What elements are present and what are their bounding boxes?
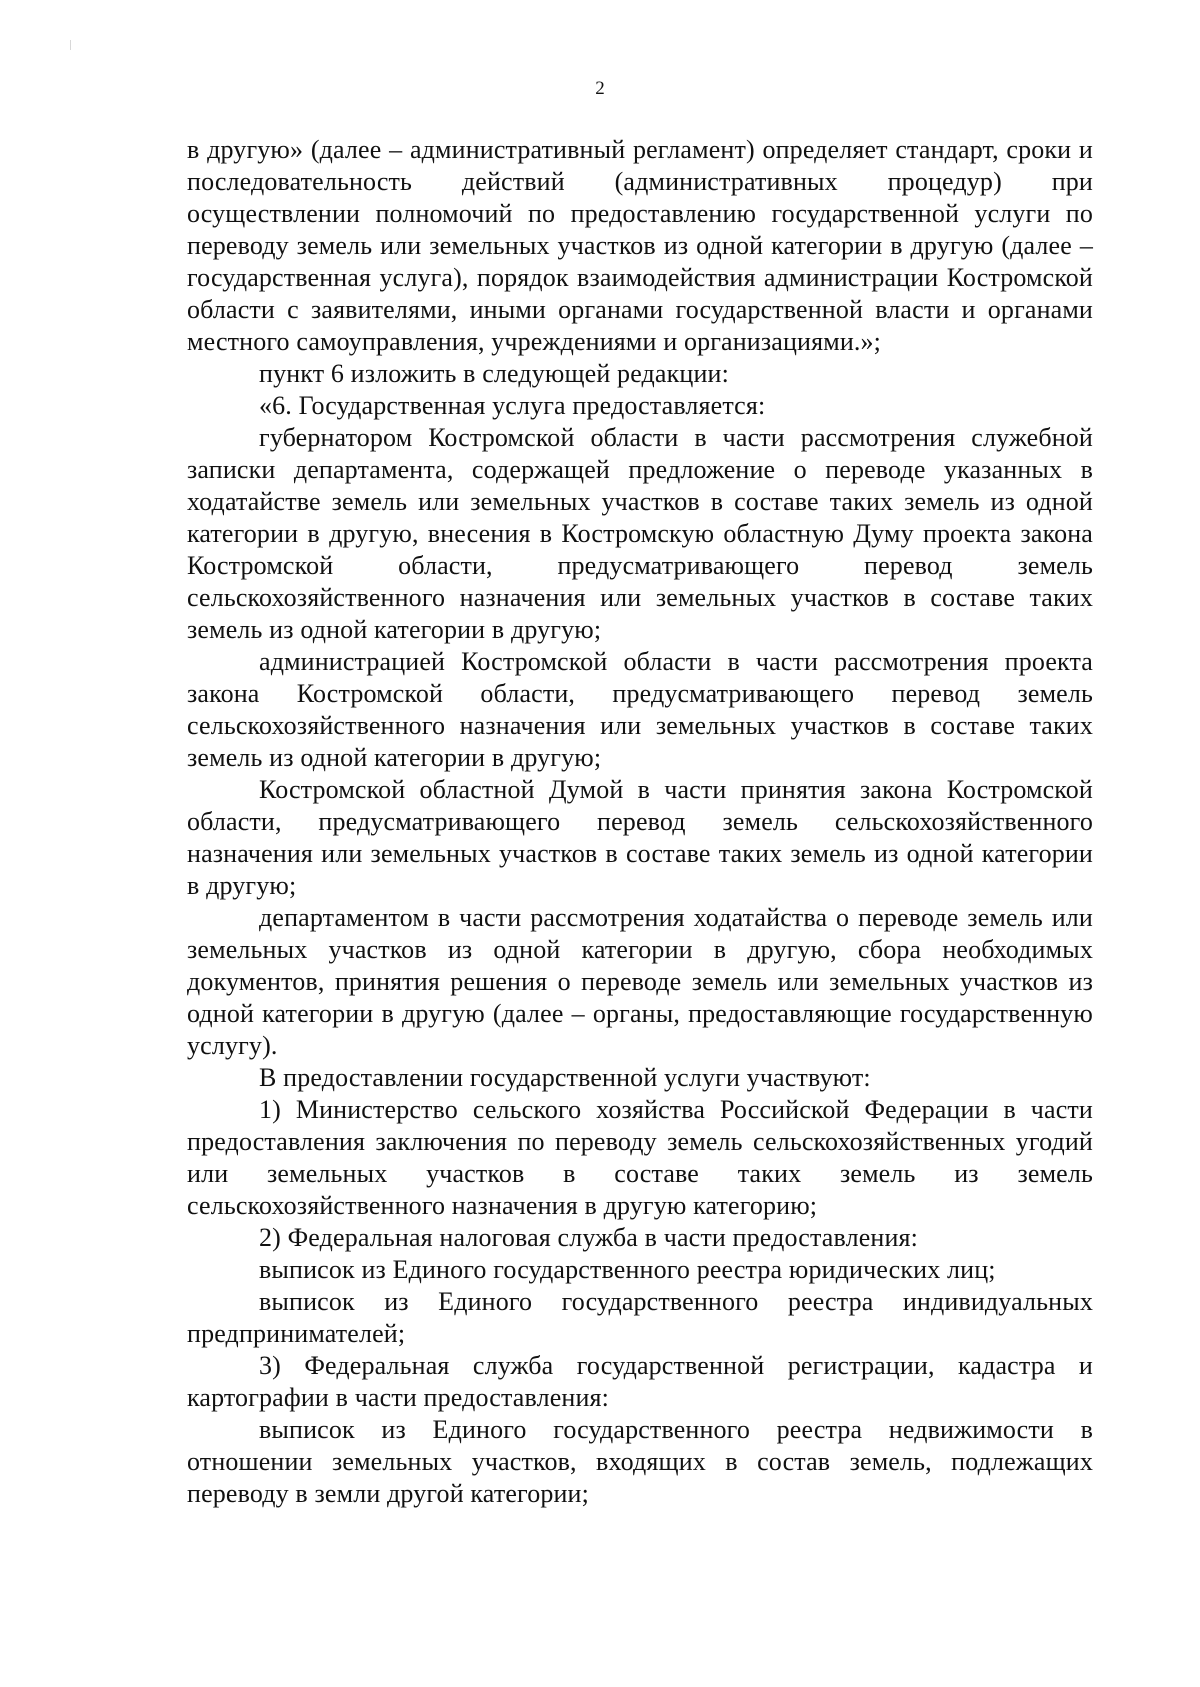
paragraph-administration: администрацией Костромской области в части рассмотрения проекта закона Костромской области, предусматривающего перевод земель сельскохозяйственного назначения или земельных участков в составе таких земель из одной категории в другую; (187, 647, 1093, 772)
paragraph-real-estate-register: выписок из Единого государственного реестра недвижимости в отношении земельных участков, входящих в состав земель, подлежащих переводу в земли другой категории; (187, 1415, 1093, 1508)
paragraph-regional-duma: Костромской областной Думой в части принятия закона Костромской области, предусматривающего перевод земель сельскохозяйственного назначения или земельных участков в составе таких земель из одной категории в другую; (187, 775, 1093, 900)
paragraph-point-6-heading: «6. Государственная услуга предоставляется: (259, 391, 766, 420)
page-number: 2 (595, 78, 605, 99)
paragraph-ministry-of-agriculture: 1) Министерство сельского хозяйства Российской Федерации в части предоставления заключения по переводу земель сельскохозяйственных угодий или земельных участков в составе таких земель из земель сельскохозяйственного назначения в другую категорию; (187, 1095, 1093, 1220)
paragraph-tax-service: 2) Федеральная налоговая служба в части предоставления: (259, 1223, 919, 1252)
paragraph-rosreestr: 3) Федеральная служба государственной регистрации, кадастра и картографии в части предоставления: (187, 1351, 1093, 1412)
paragraph-point-6-intro: пункт 6 изложить в следующей редакции: (259, 359, 729, 388)
paragraph-entrepreneurs-register: выписок из Единого государственного реестра индивидуальных предпринимателей; (187, 1287, 1093, 1348)
paragraph-regulation-definition: в другую» (далее – административный регламент) определяет стандарт, сроки и последовательность действий (административных процедур) при осуществлении полномочий по предоставлению государственной услуги по переводу земель или земельных участков из одной категории в другую (далее – государственная услуга), порядок взаимодействия администрации Костромской области с заявителями, иными органами государственной власти и органами местного самоуправления, учреждениями и организациями.»; (187, 135, 1093, 356)
scan-edge-mark (70, 40, 71, 50)
paragraph-participants-heading: В предоставлении государственной услуги участвуют: (259, 1063, 871, 1092)
document-body (187, 134, 1093, 1510)
paragraph-department: департаментом в части рассмотрения ходатайства о переводе земель или земельных участков из одной категории в другую, сбора необходимых документов, принятия решения о переводе земель или земельных участков из одной категории в другую (далее – органы, предоставляющие государственную услугу). (187, 903, 1093, 1060)
paragraph-governor: губернатором Костромской области в части рассмотрения служебной записки департамента, содержащей предложение о переводе указанных в ходатайстве земель или земельных участков в составе таких земель из одной категории в другую, внесения в Костромскую областную Думу проекта закона Костромской области, предусматривающего перевод земель сельскохозяйственного назначения или земельных участков в составе таких земель из одной категории в другую; (187, 423, 1093, 644)
paragraph-legal-entities-register: выписок из Единого государственного реестра юридических лиц; (259, 1255, 996, 1284)
